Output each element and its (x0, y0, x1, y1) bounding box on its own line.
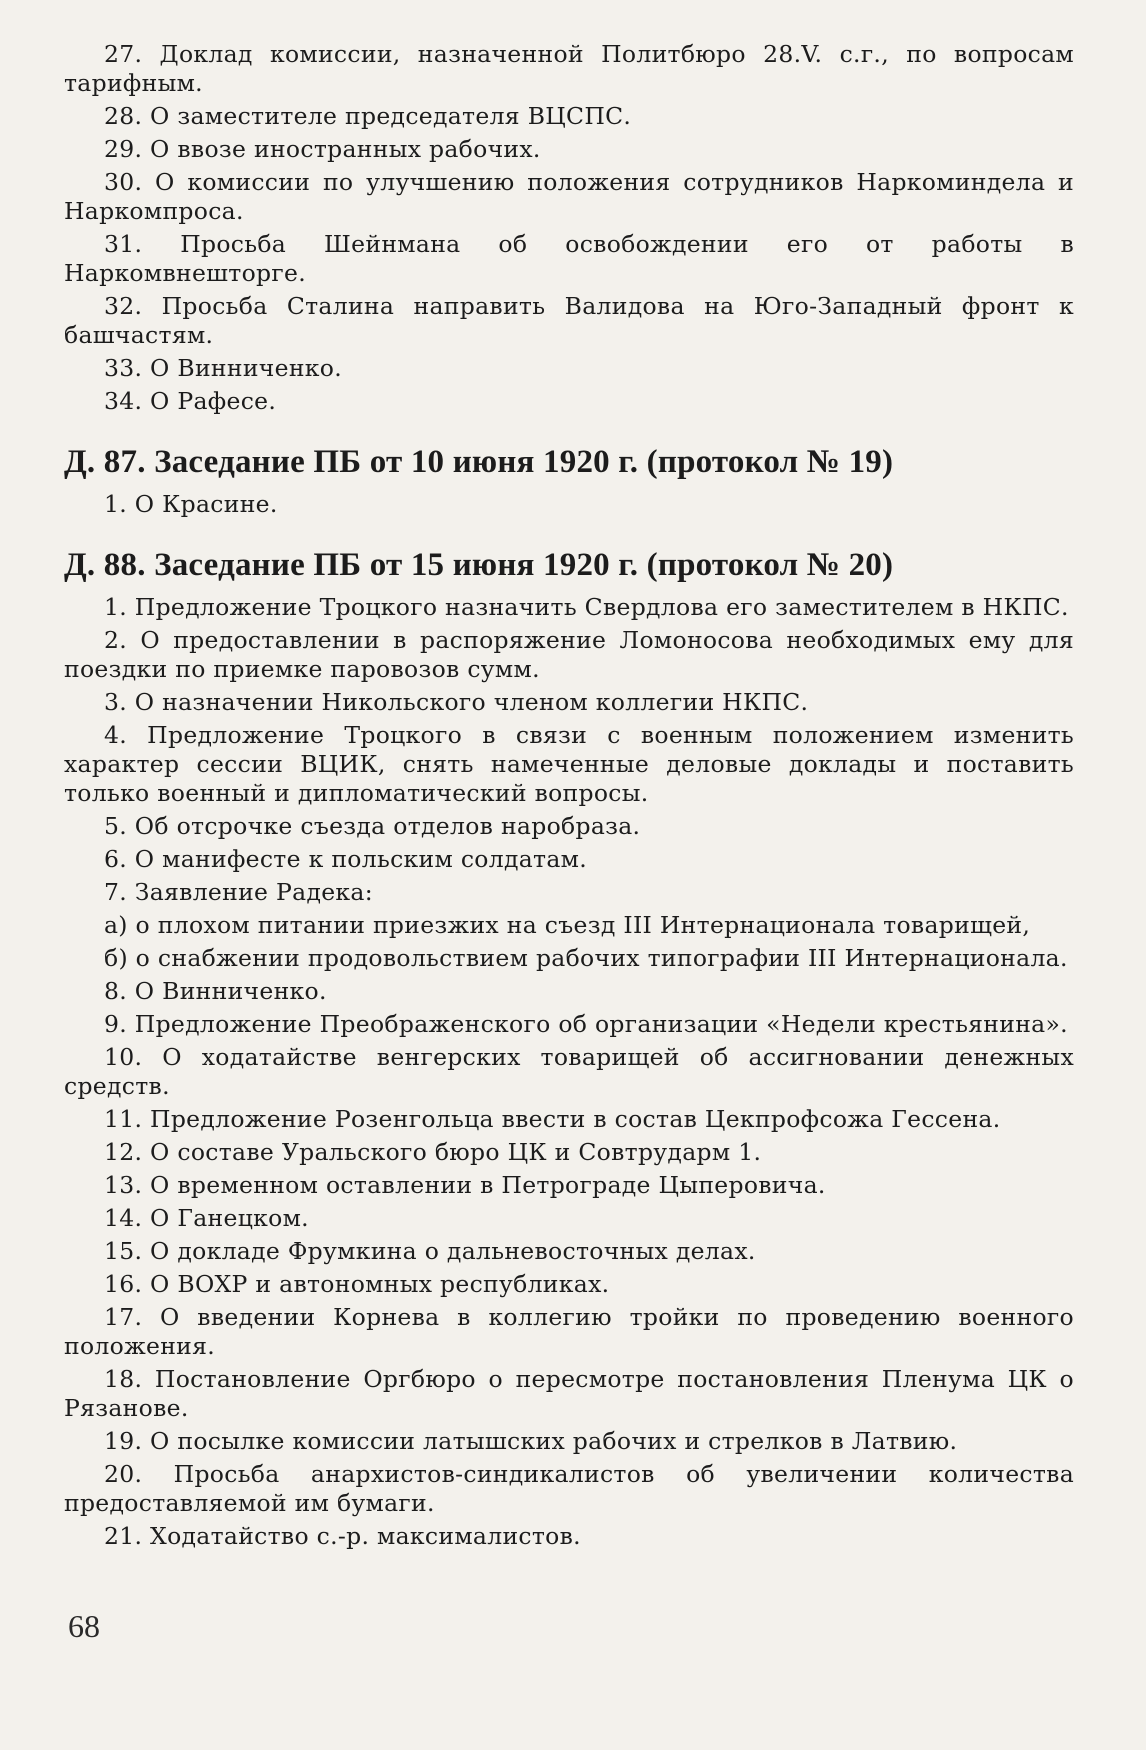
list-item: 31. Просьба Шейнмана об освобождении его от работы в Наркомвнешторге. (64, 230, 1074, 287)
list-item: 29. О ввозе иностранных рабочих. (104, 135, 541, 163)
list-item: 7. Заявление Радека: (104, 878, 373, 906)
section-heading: Д. 87. Заседание ПБ от 10 июня 1920 г. (протокол № 19) (64, 444, 894, 480)
list-item: 2. О предоставлении в распоряжение Ломоносова необходимых ему для поездки по приемке паровозов сумм. (64, 626, 1074, 683)
list-item: 15. О докладе Фрумкина о дальневосточных делах. (104, 1237, 756, 1265)
list-item: а) о плохом питании приезжих на съезд III Интернационала товарищей, (104, 911, 1031, 939)
list-item: 30. О комиссии по улучшению положения сотрудников Наркоминдела и Наркомпроса. (64, 168, 1074, 225)
page-number: 68 (68, 1608, 100, 1644)
list-item: 3. О назначении Никольского членом коллегии НКПС. (104, 688, 809, 716)
list-item: 1. Предложение Троцкого назначить Свердлова его заместителем в НКПС. (104, 593, 1069, 621)
list-item: 8. О Винниченко. (104, 977, 327, 1005)
list-item: 13. О временном оставлении в Петрограде Цыперовича. (104, 1171, 826, 1199)
list-item: 16. О ВОХР и автономных республиках. (104, 1270, 610, 1298)
section-d87 (64, 442, 1074, 519)
list-item: 6. О манифесте к польским солдатам. (104, 845, 588, 873)
list-item: 34. О Рафесе. (104, 387, 277, 415)
list-item: 28. О заместителе председателя ВЦСПС. (104, 102, 632, 130)
list-item: 19. О посылке комиссии латышских рабочих и стрелков в Латвию. (104, 1427, 958, 1455)
list-item: 14. О Ганецком. (104, 1204, 309, 1232)
section-heading: Д. 88. Заседание ПБ от 15 июня 1920 г. (протокол № 20) (64, 547, 894, 583)
list-item: 10. О ходатайстве венгерских товарищей об ассигновании денежных средств. (64, 1043, 1074, 1100)
intro-list (64, 40, 1074, 416)
list-item: 1. О Красине. (104, 490, 278, 518)
list-item: 20. Просьба анархистов-синдикалистов об увеличении количества предоставляемой им бумаги. (64, 1460, 1074, 1517)
list-item: 21. Ходатайство с.-р. максималистов. (104, 1522, 581, 1550)
list-item: б) о снабжении продовольствием рабочих типографии III Интернационала. (104, 944, 1068, 972)
section-d88 (64, 545, 1074, 1551)
list-item: 12. О составе Уральского бюро ЦК и Совтрударм 1. (104, 1138, 762, 1166)
list-item: 9. Предложение Преображенского об организации «Недели крестьянина». (104, 1010, 1068, 1038)
list-item: 11. Предложение Розенгольца ввести в состав Цекпрофсожа Гессена. (104, 1105, 1001, 1133)
page-content (64, 40, 1074, 1555)
list-item: 17. О введении Корнева в коллегию тройки по проведению военного положения. (64, 1303, 1074, 1360)
list-item: 32. Просьба Сталина направить Валидова на Юго-Западный фронт к башчастям. (64, 292, 1074, 349)
list-item: 27. Доклад комиссии, назначенной Политбюро 28.V. с.г., по вопросам тарифным. (64, 40, 1074, 97)
list-item: 5. Об отсрочке съезда отделов наробраза. (104, 812, 641, 840)
list-item: 4. Предложение Троцкого в связи с военным положением изменить характер сессии ВЦИК, снять намеченные деловые доклады и поставить только военный и дипломатический вопросы. (64, 721, 1074, 807)
list-item: 33. О Винниченко. (104, 354, 343, 382)
list-item: 18. Постановление Оргбюро о пересмотре постановления Пленума ЦК о Рязанове. (64, 1365, 1074, 1422)
